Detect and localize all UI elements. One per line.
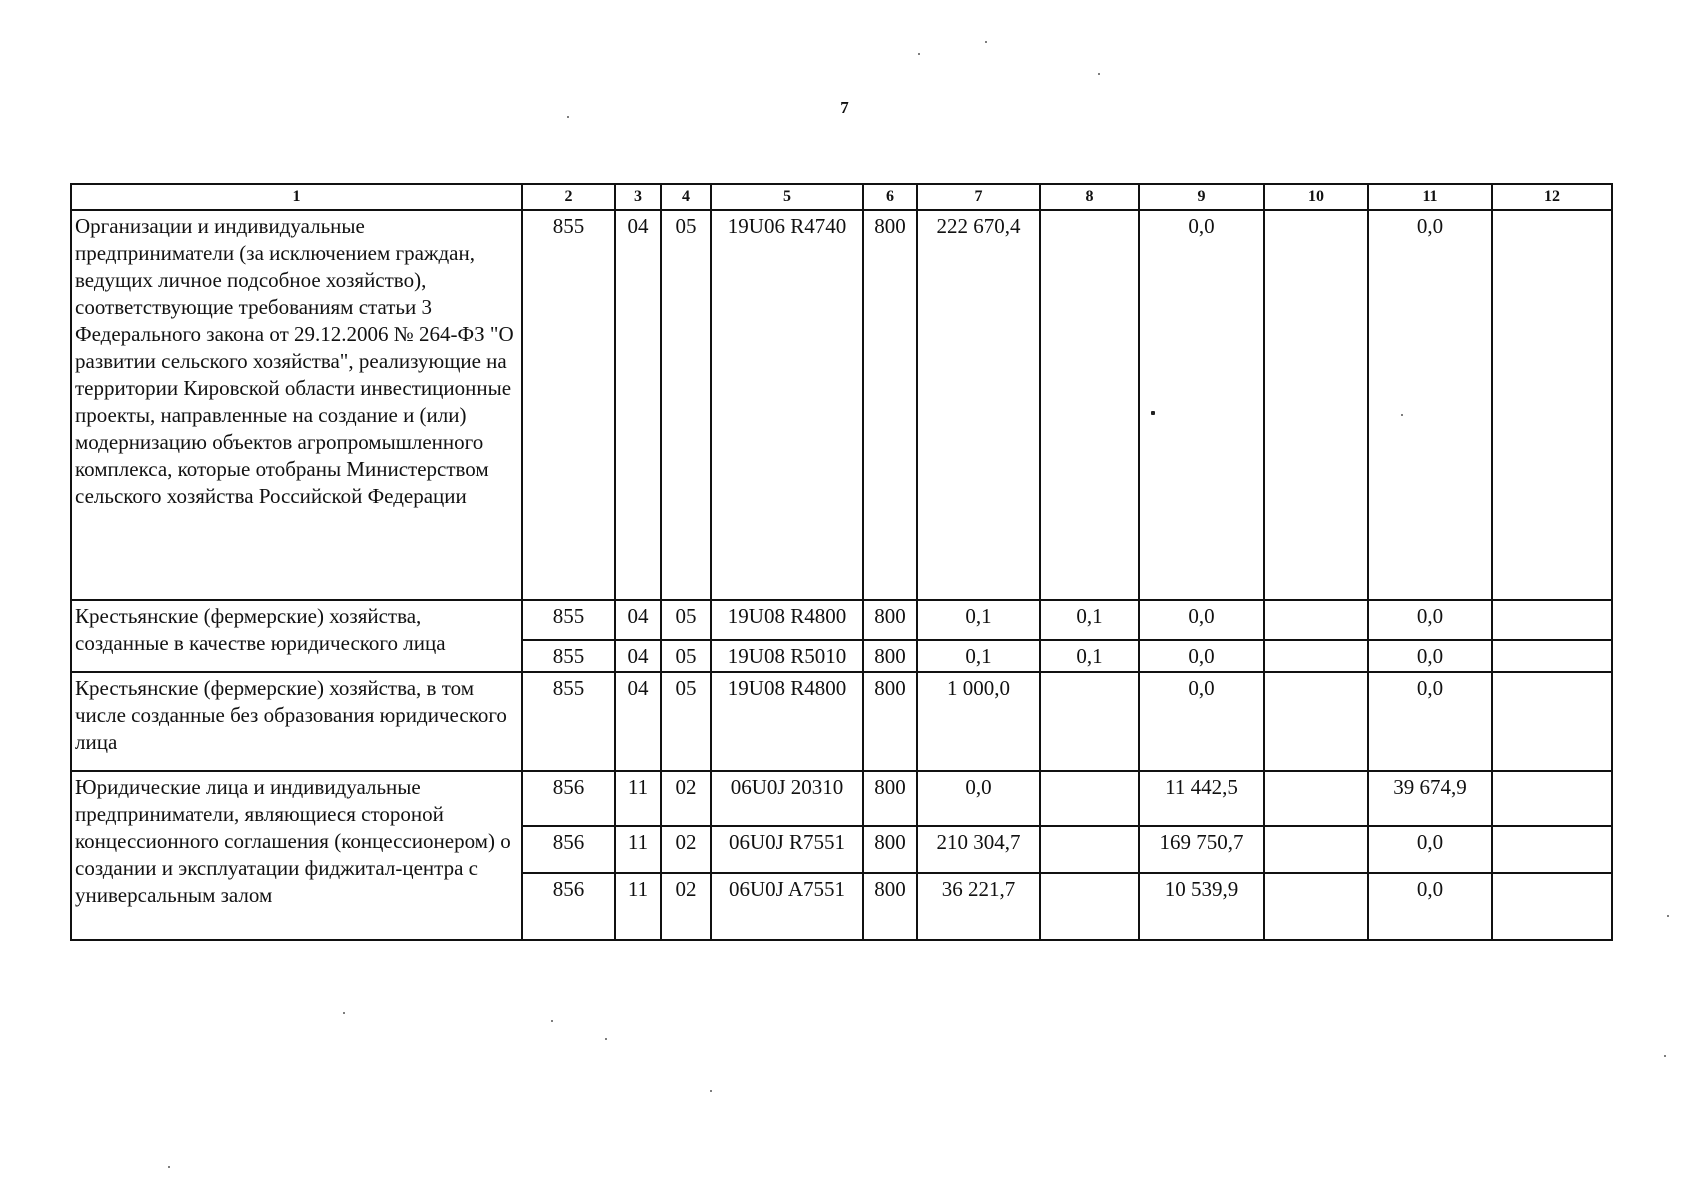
cell-col3: 11 bbox=[615, 771, 661, 826]
cell-col5: 19U06 R4740 bbox=[711, 210, 863, 600]
cell-col9: 0,0 bbox=[1139, 640, 1264, 672]
scan-speck bbox=[1667, 915, 1669, 917]
cell-col6: 800 bbox=[863, 672, 917, 771]
cell-col7: 0,1 bbox=[917, 600, 1040, 640]
cell-col12 bbox=[1492, 640, 1612, 672]
col-header-5: 5 bbox=[711, 184, 863, 210]
cell-col3: 04 bbox=[615, 640, 661, 672]
recipient-name: Юридические лица и индивидуальные предприниматели, являющиеся стороной концессионного соглашения (концессионером) о создании и эксплуатации фиджитал-центра с универсальным залом bbox=[71, 771, 522, 940]
cell-col3: 04 bbox=[615, 210, 661, 600]
cell-col3: 04 bbox=[615, 672, 661, 771]
cell-col4: 05 bbox=[661, 672, 711, 771]
cell-col8 bbox=[1040, 210, 1139, 600]
scan-speck bbox=[918, 53, 920, 55]
cell-col9: 11 442,5 bbox=[1139, 771, 1264, 826]
cell-col10 bbox=[1264, 640, 1368, 672]
cell-col9: 0,0 bbox=[1139, 600, 1264, 640]
page-number: 7 bbox=[840, 98, 849, 117]
table-row bbox=[71, 600, 1612, 640]
scan-speck bbox=[710, 1090, 712, 1092]
cell-col4: 02 bbox=[661, 826, 711, 873]
cell-col7: 1 000,0 bbox=[917, 672, 1040, 771]
scan-speck bbox=[168, 1166, 170, 1168]
cell-col11: 0,0 bbox=[1368, 672, 1492, 771]
cell-col7: 210 304,7 bbox=[917, 826, 1040, 873]
cell-col10 bbox=[1264, 771, 1368, 826]
cell-col4: 05 bbox=[661, 640, 711, 672]
cell-col10 bbox=[1264, 600, 1368, 640]
cell-col7: 222 670,4 bbox=[917, 210, 1040, 600]
cell-col6: 800 bbox=[863, 826, 917, 873]
cell-col6: 800 bbox=[863, 771, 917, 826]
scan-speck bbox=[1151, 411, 1155, 415]
cell-col5: 19U08 R4800 bbox=[711, 600, 863, 640]
cell-col3: 11 bbox=[615, 873, 661, 940]
col-header-6: 6 bbox=[863, 184, 917, 210]
table-row bbox=[71, 771, 1612, 826]
recipient-name: Организации и индивидуальные предприниматели (за исключением граждан, ведущих личное подсобное хозяйство), соответствующие требованиям статьи 3 Федерального закона от 29.12.2006 № 264-ФЗ "О развитии сельского хозяйства", реализующие на территории Кировской области инвестиционные проекты, направленные на создание и (или) модернизацию объектов агропромышленного комплекса, которые отобраны Министерством сельского хозяйства Российской Федерации bbox=[71, 210, 522, 600]
cell-col5: 06U0J 20310 bbox=[711, 771, 863, 826]
cell-col9: 0,0 bbox=[1139, 672, 1264, 771]
cell-col12 bbox=[1492, 600, 1612, 640]
scan-speck bbox=[605, 1038, 607, 1040]
cell-col2: 856 bbox=[522, 771, 615, 826]
cell-col9: 169 750,7 bbox=[1139, 826, 1264, 873]
cell-col11: 0,0 bbox=[1368, 640, 1492, 672]
cell-col4: 02 bbox=[661, 771, 711, 826]
col-header-2: 2 bbox=[522, 184, 615, 210]
recipient-name: Крестьянские (фермерские) хозяйства, в том числе созданные без образования юридического лица bbox=[71, 672, 522, 771]
cell-col5: 06U0J R7551 bbox=[711, 826, 863, 873]
cell-col5: 19U08 R5010 bbox=[711, 640, 863, 672]
cell-col5: 19U08 R4800 bbox=[711, 672, 863, 771]
cell-col2: 855 bbox=[522, 640, 615, 672]
cell-col12 bbox=[1492, 873, 1612, 940]
budget-table bbox=[70, 183, 1613, 941]
cell-col6: 800 bbox=[863, 873, 917, 940]
cell-col9: 10 539,9 bbox=[1139, 873, 1264, 940]
col-header-11: 11 bbox=[1368, 184, 1492, 210]
scan-speck bbox=[1401, 414, 1403, 416]
cell-col2: 856 bbox=[522, 826, 615, 873]
cell-col10 bbox=[1264, 672, 1368, 771]
cell-col2: 855 bbox=[522, 600, 615, 640]
cell-col8: 0,1 bbox=[1040, 640, 1139, 672]
cell-col4: 02 bbox=[661, 873, 711, 940]
col-header-8: 8 bbox=[1040, 184, 1139, 210]
cell-col10 bbox=[1264, 826, 1368, 873]
cell-col6: 800 bbox=[863, 210, 917, 600]
cell-col7: 0,1 bbox=[917, 640, 1040, 672]
cell-col8 bbox=[1040, 826, 1139, 873]
table-row bbox=[71, 672, 1612, 771]
table-row bbox=[71, 210, 1612, 600]
scan-speck bbox=[551, 1020, 553, 1022]
cell-col3: 11 bbox=[615, 826, 661, 873]
cell-col8 bbox=[1040, 771, 1139, 826]
scan-speck bbox=[567, 116, 569, 118]
col-header-9: 9 bbox=[1139, 184, 1264, 210]
cell-col10 bbox=[1264, 873, 1368, 940]
cell-col8: 0,1 bbox=[1040, 600, 1139, 640]
cell-col2: 855 bbox=[522, 672, 615, 771]
cell-col6: 800 bbox=[863, 600, 917, 640]
col-header-1: 1 bbox=[71, 184, 522, 210]
col-header-7: 7 bbox=[917, 184, 1040, 210]
scan-speck bbox=[1098, 73, 1100, 75]
cell-col2: 855 bbox=[522, 210, 615, 600]
col-header-4: 4 bbox=[661, 184, 711, 210]
cell-col8 bbox=[1040, 672, 1139, 771]
scan-speck bbox=[343, 1012, 345, 1014]
cell-col4: 05 bbox=[661, 210, 711, 600]
cell-col7: 0,0 bbox=[917, 771, 1040, 826]
cell-col6: 800 bbox=[863, 640, 917, 672]
cell-col12 bbox=[1492, 826, 1612, 873]
cell-col8 bbox=[1040, 873, 1139, 940]
cell-col12 bbox=[1492, 771, 1612, 826]
cell-col11: 0,0 bbox=[1368, 210, 1492, 600]
header-row bbox=[71, 184, 1612, 210]
cell-col12 bbox=[1492, 672, 1612, 771]
col-header-10: 10 bbox=[1264, 184, 1368, 210]
recipient-name: Крестьянские (фермерские) хозяйства, созданные в качестве юридического лица bbox=[71, 600, 522, 672]
col-header-12: 12 bbox=[1492, 184, 1612, 210]
scan-speck bbox=[985, 41, 987, 43]
cell-col3: 04 bbox=[615, 600, 661, 640]
cell-col9: 0,0 bbox=[1139, 210, 1264, 600]
cell-col11: 39 674,9 bbox=[1368, 771, 1492, 826]
cell-col11: 0,0 bbox=[1368, 826, 1492, 873]
col-header-3: 3 bbox=[615, 184, 661, 210]
cell-col7: 36 221,7 bbox=[917, 873, 1040, 940]
cell-col2: 856 bbox=[522, 873, 615, 940]
cell-col5: 06U0J A7551 bbox=[711, 873, 863, 940]
cell-col11: 0,0 bbox=[1368, 873, 1492, 940]
cell-col12 bbox=[1492, 210, 1612, 600]
cell-col10 bbox=[1264, 210, 1368, 600]
cell-col4: 05 bbox=[661, 600, 711, 640]
cell-col11: 0,0 bbox=[1368, 600, 1492, 640]
scan-speck bbox=[1664, 1055, 1666, 1057]
